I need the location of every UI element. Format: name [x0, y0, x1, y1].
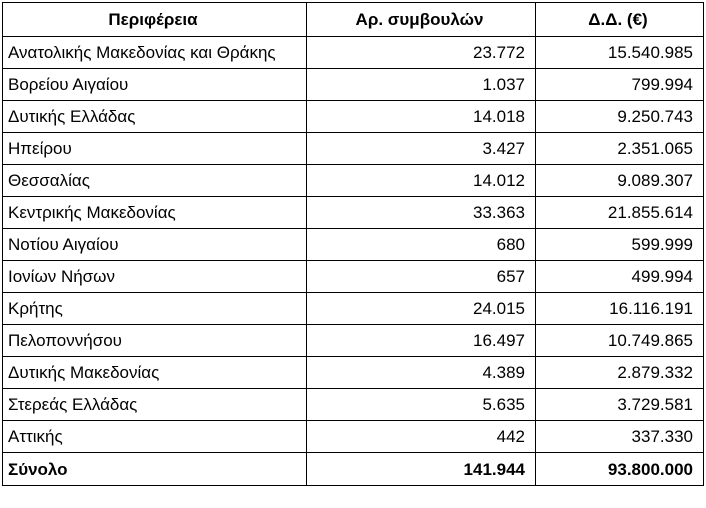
- amount-cell: 499.994: [536, 261, 704, 293]
- consultations-cell: 4.389: [307, 357, 536, 389]
- region-cell: Κεντρικής Μακεδονίας: [3, 197, 307, 229]
- table-row: [3, 133, 704, 165]
- amount-cell: 3.729.581: [536, 389, 704, 421]
- table-row: [3, 197, 704, 229]
- consultations-cell: 680: [307, 229, 536, 261]
- region-cell: Ανατολικής Μακεδονίας και Θράκης: [3, 37, 307, 69]
- consultations-cell: 442: [307, 421, 536, 453]
- region-cell: Ηπείρου: [3, 133, 307, 165]
- amount-cell: 799.994: [536, 69, 704, 101]
- table-row: [3, 357, 704, 389]
- table-row: [3, 69, 704, 101]
- region-cell: Πελοποννήσου: [3, 325, 307, 357]
- region-cell: Κρήτης: [3, 293, 307, 325]
- total-amount: 93.800.000: [536, 453, 704, 486]
- region-cell: Θεσσαλίας: [3, 165, 307, 197]
- table-row: [3, 261, 704, 293]
- table-row: [3, 229, 704, 261]
- region-cell: Βορείου Αιγαίου: [3, 69, 307, 101]
- consultations-cell: 23.772: [307, 37, 536, 69]
- region-cell: Νοτίου Αιγαίου: [3, 229, 307, 261]
- amount-cell: 2.351.065: [536, 133, 704, 165]
- table-row: [3, 101, 704, 133]
- consultations-cell: 3.427: [307, 133, 536, 165]
- amount-cell: 10.749.865: [536, 325, 704, 357]
- consultations-cell: 657: [307, 261, 536, 293]
- amount-cell: 337.330: [536, 421, 704, 453]
- consultations-cell: 24.015: [307, 293, 536, 325]
- table-row: [3, 293, 704, 325]
- consultations-cell: 14.012: [307, 165, 536, 197]
- total-label: Σύνολο: [3, 453, 307, 486]
- region-cell: Στερεάς Ελλάδας: [3, 389, 307, 421]
- total-row: [3, 453, 704, 486]
- amount-cell: 15.540.985: [536, 37, 704, 69]
- header-amount: Δ.Δ. (€): [536, 3, 704, 37]
- amount-cell: 16.116.191: [536, 293, 704, 325]
- consultations-cell: 5.635: [307, 389, 536, 421]
- table-row: [3, 389, 704, 421]
- total-consultations: 141.944: [307, 453, 536, 486]
- region-cell: Ιονίων Νήσων: [3, 261, 307, 293]
- regions-table: [2, 2, 704, 486]
- table-row: [3, 325, 704, 357]
- consultations-cell: 33.363: [307, 197, 536, 229]
- region-cell: Δυτικής Μακεδονίας: [3, 357, 307, 389]
- table-header-row: [3, 3, 704, 37]
- consultations-cell: 16.497: [307, 325, 536, 357]
- amount-cell: 21.855.614: [536, 197, 704, 229]
- table-row: [3, 165, 704, 197]
- header-region: Περιφέρεια: [3, 3, 307, 37]
- amount-cell: 9.250.743: [536, 101, 704, 133]
- amount-cell: 599.999: [536, 229, 704, 261]
- amount-cell: 2.879.332: [536, 357, 704, 389]
- consultations-cell: 14.018: [307, 101, 536, 133]
- header-consultations: Αρ. συμβουλών: [307, 3, 536, 37]
- region-cell: Δυτικής Ελλάδας: [3, 101, 307, 133]
- consultations-cell: 1.037: [307, 69, 536, 101]
- region-cell: Αττικής: [3, 421, 307, 453]
- table-row: [3, 37, 704, 69]
- amount-cell: 9.089.307: [536, 165, 704, 197]
- table-row: [3, 421, 704, 453]
